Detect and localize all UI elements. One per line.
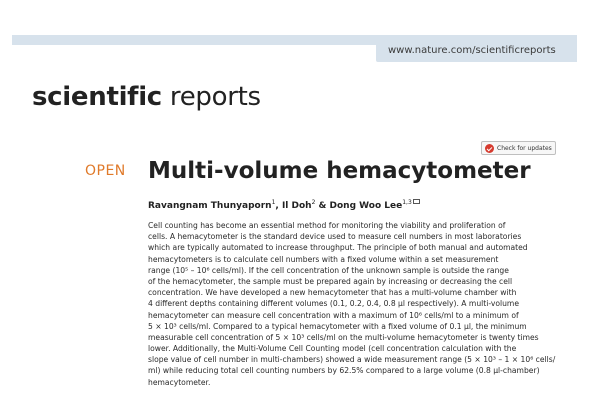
abstract-line: of the hemacytometer, the sample must be prepared again by increasing or decreasing the cell bbox=[148, 276, 513, 286]
journal-title-bold: scientific bbox=[32, 82, 162, 112]
journal-title bbox=[32, 82, 261, 112]
abstract-line: concentration. We have developed a new hemacytometer that has a multi-volume chamber with bbox=[148, 288, 517, 298]
mail-icon[interactable] bbox=[413, 199, 420, 204]
abstract-line: hemacytometer can measure cell concentration with a maximum of 10⁶ cells/ml to a minimum of bbox=[148, 310, 519, 320]
abstract-line: 5 × 10³ cells/ml. Compared to a typical hemacytometer with a fixed volume of 0.1 µl, the minimum bbox=[148, 321, 527, 331]
check-for-updates-button[interactable] bbox=[481, 141, 556, 155]
abstract-line: 4 different depths containing different volumes (0.1, 0.2, 0.4, 0.8 µl respectively). A multi-volume bbox=[148, 299, 519, 309]
affiliation-marker: 2 bbox=[311, 199, 316, 206]
author-name[interactable]: & Dong Woo Lee bbox=[315, 201, 403, 211]
abstract bbox=[148, 220, 568, 388]
affiliation-marker: 1,3 bbox=[402, 199, 412, 206]
journal-title-light: reports bbox=[161, 82, 261, 112]
abstract-line: lower. Additionally, the Multi-Volume Cell Counting model (cell concentration calculation with the bbox=[148, 344, 517, 354]
abstract-line: range (10⁵ – 10⁶ cells/ml). If the cell concentration of the unknown sample is outside the range bbox=[148, 265, 509, 275]
affiliation-marker: 1 bbox=[271, 199, 276, 206]
abstract-line: Cell counting has become an essential method for monitoring the viability and proliferation of bbox=[148, 221, 506, 230]
open-access-label: OPEN bbox=[85, 163, 126, 179]
article-title: Multi-volume hemacytometer bbox=[148, 158, 531, 184]
check-for-updates-icon bbox=[485, 144, 494, 153]
journal-url-link[interactable]: www.nature.com/scientificreports bbox=[388, 45, 556, 56]
author-name[interactable]: , Il Doh bbox=[275, 201, 312, 211]
author-name[interactable]: Ravangnam Thunyaporn bbox=[148, 201, 272, 211]
author-list bbox=[148, 199, 420, 211]
abstract-line: cells. A hemacytometer is the standard device used to measure cell numbers in most laboratories bbox=[148, 232, 522, 242]
abstract-line: which are typically automated to increase throughput. The principle of both manual and automated bbox=[148, 243, 528, 253]
check-for-updates-label: Check for updates bbox=[497, 144, 552, 152]
abstract-line: measurable cell concentration of 5 × 10³ cells/ml on the multi-volume hemacytometer is twenty times bbox=[148, 332, 539, 342]
abstract-line: hemacytometer. bbox=[148, 377, 211, 387]
abstract-line: slope value of cell number in multi-chambers) showed a wide measurement range (5 × 10³ – 1 × 10⁶ cells/ bbox=[148, 355, 556, 365]
abstract-line: hemacytometers is to calculate cell numbers with a fixed volume within a set measurement bbox=[148, 254, 499, 264]
abstract-line: ml) while reducing total cell counting numbers by 62.5% compared to a large volume (0.8 µl-chamber) bbox=[148, 366, 540, 376]
